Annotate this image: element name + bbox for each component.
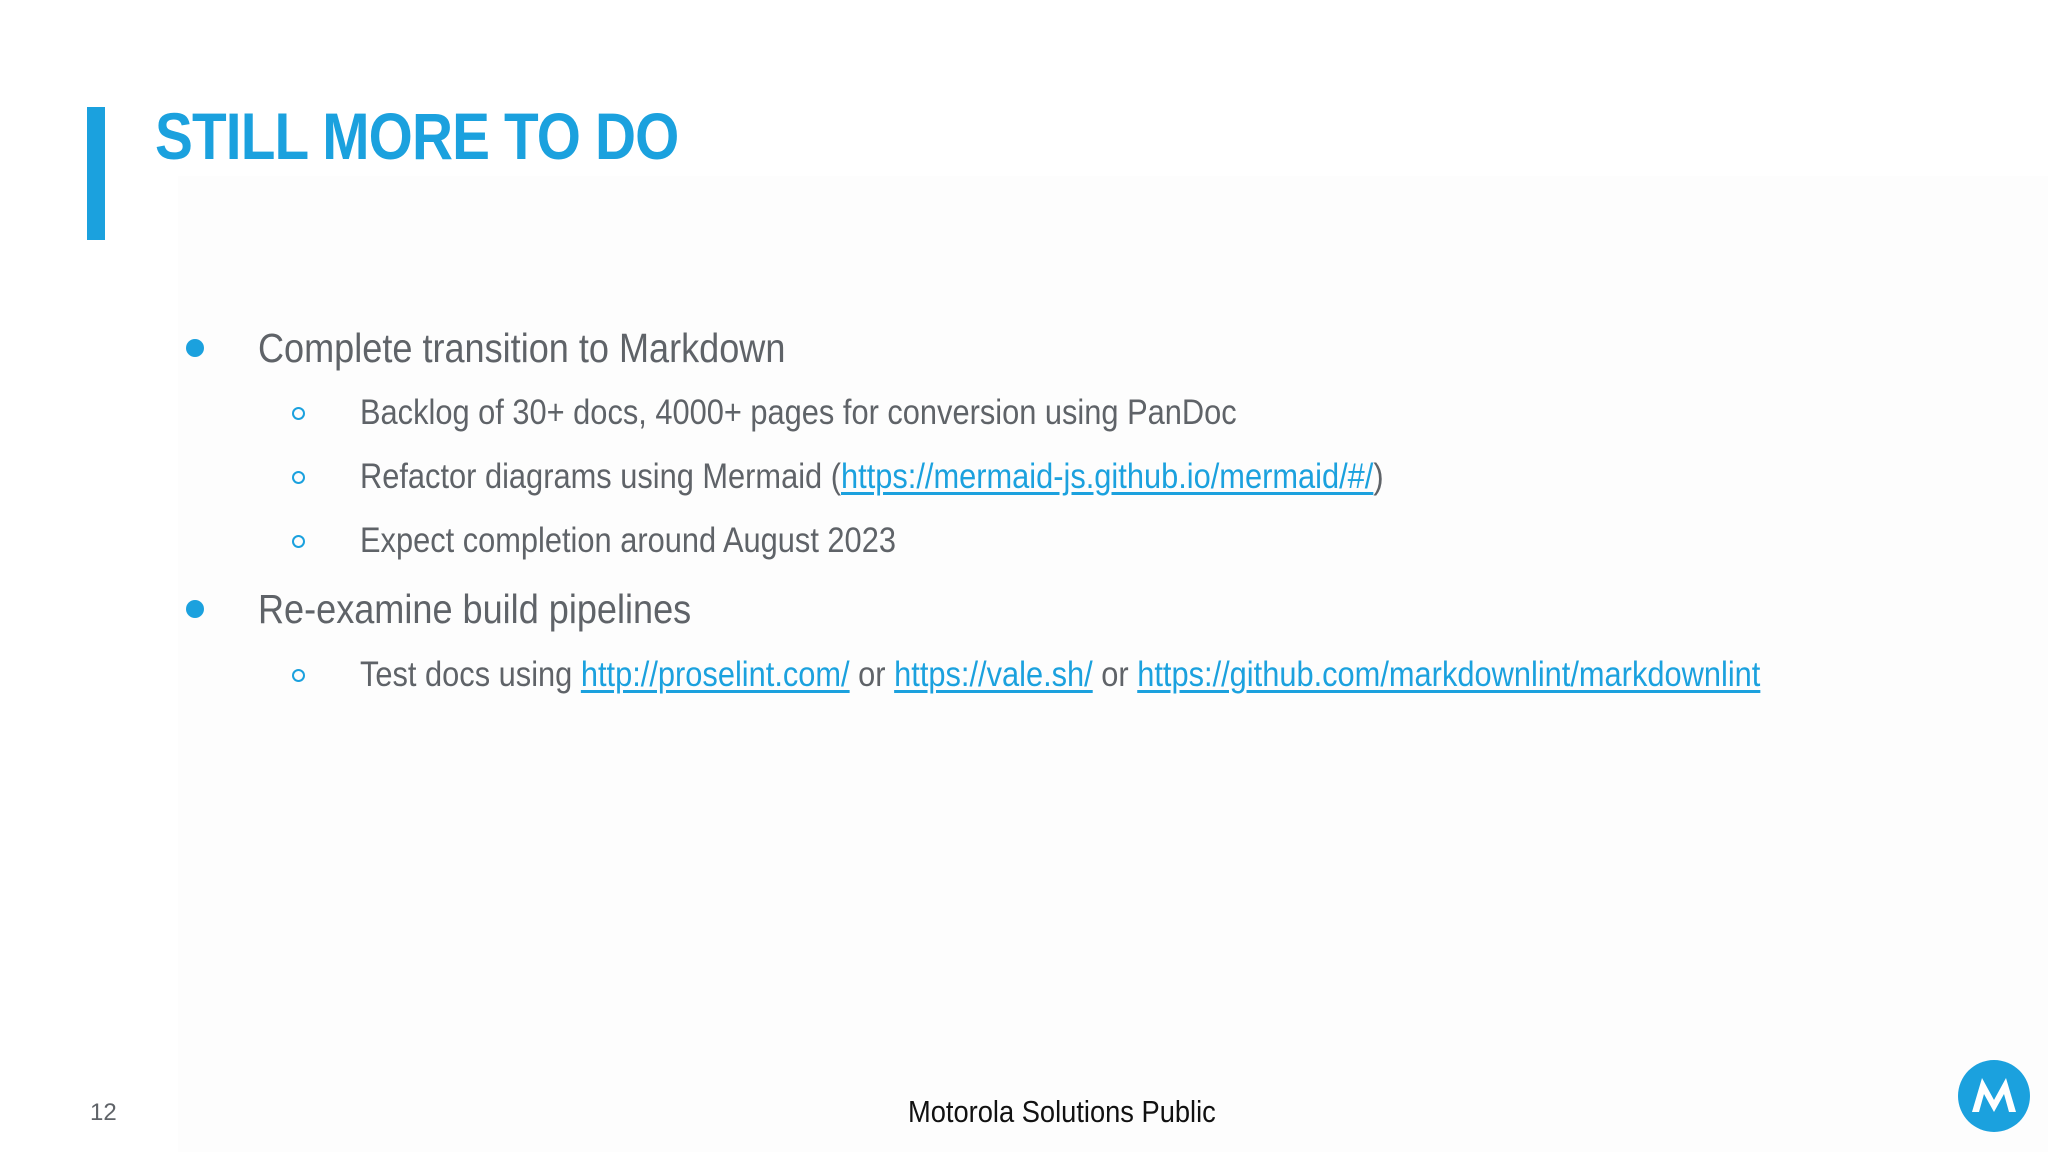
list-item — [186, 584, 750, 634]
text-suffix: ) — [1373, 457, 1384, 496]
page-number: 12 — [90, 1099, 117, 1126]
proselint-link[interactable]: http://proselint.com/ — [580, 655, 850, 694]
bullet-text: Re-examine build pipelines — [258, 586, 692, 632]
sub-list-item — [292, 653, 1951, 697]
bullet-hollow-icon — [292, 669, 305, 682]
bullet-hollow-icon — [292, 535, 305, 548]
bullet-filled-icon — [186, 339, 204, 357]
bullet-hollow-icon — [292, 407, 305, 420]
slide-title: STILL MORE TO DO — [155, 99, 679, 173]
sub-bullet-text — [360, 455, 1384, 499]
text-prefix: Refactor diagrams using Mermaid ( — [360, 457, 842, 496]
bullet-text: Complete transition to Markdown — [258, 325, 786, 371]
batwing-icon — [1958, 1060, 2030, 1132]
markdownlint-link[interactable]: https://github.com/markdownlint/markdownlint — [1137, 655, 1761, 694]
sub-list-item — [292, 519, 969, 563]
bullet-hollow-icon — [292, 471, 305, 484]
footer-classification: Motorola Solutions Public — [908, 1094, 1216, 1129]
text-prefix: Test docs using — [360, 655, 581, 694]
sub-bullet-text: Backlog of 30+ docs, 4000+ pages for conversion using PanDoc — [360, 393, 1237, 432]
sub-list-item — [292, 391, 1356, 435]
sub-bullet-text: Expect completion around August 2023 — [360, 521, 896, 560]
motorola-logo-icon — [1958, 1060, 2030, 1132]
text-separator: or — [849, 655, 895, 694]
sub-bullet-text — [360, 653, 1760, 697]
vale-link[interactable]: https://vale.sh/ — [894, 655, 1093, 694]
bullet-filled-icon — [186, 600, 204, 618]
sub-list-item — [292, 455, 1523, 499]
mermaid-link[interactable]: https://mermaid-js.github.io/mermaid/#/ — [841, 457, 1374, 496]
list-item — [186, 323, 857, 373]
title-accent-bar — [87, 107, 105, 240]
text-separator: or — [1092, 655, 1138, 694]
